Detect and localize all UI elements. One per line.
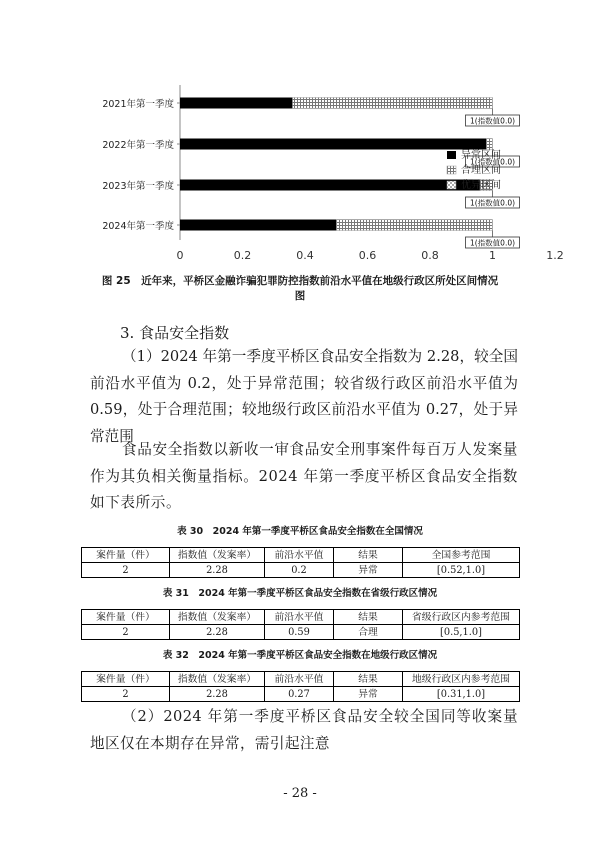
table-header-row [82, 672, 520, 687]
cell-result: 合理 [334, 625, 403, 640]
header-range: 省级行政区内参考范围 [403, 610, 520, 625]
y-category-label: 2023年第一季度 [102, 181, 174, 192]
header-cases: 案件量（件） [82, 672, 170, 687]
paragraph-2: 食品安全指数以新收一审食品安全刑事案件每百万人发案量作为其负相关衡量指标。2024 年第一季度平桥区食品安全指数如下表所示。 [90, 441, 518, 511]
cell-result: 异常 [334, 563, 403, 578]
y-category-label: 2021年第一季度 [102, 99, 174, 110]
cell-cases: 2 [82, 625, 170, 640]
legend-label: 合理区间 [461, 165, 501, 176]
table-31-caption: 表 31 2024 年第一季度平桥区食品安全指数在省级行政区情况 [162, 588, 438, 599]
table-header-row [82, 610, 520, 625]
x-tick-label: 1 [489, 249, 496, 262]
table-header-row [82, 548, 520, 563]
bar-segment [486, 139, 492, 150]
header-result: 结果 [334, 672, 403, 687]
table-row [82, 563, 520, 578]
paragraph-1: （1）2024 年第一季度平桥区食品安全指数为 2.28，较全国前沿水平值为 0.2，处于异常范围；较省级行政区前沿水平值为 0.59，处于合理范围；较地级行政区前沿水平值为 0.27，处于异常范围 [90, 348, 518, 445]
table-row [82, 625, 520, 640]
table-31 [81, 609, 520, 640]
x-tick-label: 0.4 [296, 249, 314, 262]
data-label: 1(指数值0.0) [469, 198, 516, 208]
cell-index: 2.28 [170, 563, 265, 578]
cell-cases: 2 [82, 563, 170, 578]
cell-frontier: 0.59 [265, 625, 334, 640]
x-tick-label: 1.2 [546, 249, 564, 262]
cell-range: [0.52,1.0] [403, 563, 520, 578]
cell-frontier: 0.27 [265, 687, 334, 702]
cell-cases: 2 [82, 687, 170, 702]
table-30-caption: 表 30 2024 年第一季度平桥区食品安全指数在全国情况 [177, 526, 423, 537]
table-32 [81, 671, 520, 702]
header-index: 指数值（发案率） [170, 548, 265, 563]
interval-bar-chart [0, 0, 600, 270]
x-tick-label: 0.2 [233, 249, 252, 262]
page-number: - 28 - [283, 786, 317, 801]
bar-segment [180, 98, 293, 109]
cell-index: 2.28 [170, 625, 265, 640]
figure-caption: 图 25 近年来，平桥区金融诈骗犯罪防控指数前沿水平值在地级行政区所处区间情况 [101, 275, 499, 287]
header-range: 全国参考范围 [403, 548, 520, 563]
header-frontier: 前沿水平值 [265, 610, 334, 625]
table-32-caption: 表 32 2024 年第一季度平桥区食品安全指数在地级行政区情况 [162, 650, 438, 661]
data-label: 1(指数值0.0) [469, 238, 516, 248]
header-range: 地级行政区内参考范围 [403, 672, 520, 687]
figure-caption-tail: 图 [294, 290, 306, 302]
cell-range: [0.5,1.0] [403, 625, 520, 640]
header-cases: 案件量（件） [82, 610, 170, 625]
legend-label: 异常区间 [461, 150, 501, 161]
x-tick-label: 0.8 [421, 249, 439, 262]
bar-segment [336, 220, 492, 231]
data-label: 1(指数值0.0) [469, 116, 516, 126]
paragraph-3: （2）2024 年第一季度平桥区食品安全较全国同等收案量地区仅在本期存在异常，需引起注意 [90, 708, 518, 752]
y-category-label: 2024年第一季度 [102, 221, 174, 232]
data-label: 1(指数值0.0) [469, 157, 516, 167]
legend-swatch [447, 151, 456, 159]
cell-result: 异常 [334, 687, 403, 702]
header-index: 指数值（发案率） [170, 610, 265, 625]
header-frontier: 前沿水平值 [265, 548, 334, 563]
y-category-label: 2022年第一季度 [102, 140, 174, 151]
cell-frontier: 0.2 [265, 563, 334, 578]
header-frontier: 前沿水平值 [265, 672, 334, 687]
legend-label: 优异区间 [461, 180, 501, 191]
header-result: 结果 [334, 548, 403, 563]
section-heading: 3. 食品安全指数 [120, 324, 230, 342]
header-result: 结果 [334, 610, 403, 625]
header-cases: 案件量（件） [82, 548, 170, 563]
legend-swatch [447, 181, 456, 189]
legend-swatch [447, 166, 456, 174]
x-tick-label: 0.6 [358, 249, 377, 262]
table-row [82, 687, 520, 702]
table-30 [81, 547, 520, 578]
cell-index: 2.28 [170, 687, 265, 702]
bar-segment [180, 220, 336, 231]
header-index: 指数值（发案率） [170, 672, 265, 687]
cell-range: [0.31,1.0] [403, 687, 520, 702]
bar-segment [180, 180, 480, 191]
bar-segment [180, 139, 486, 150]
bar-segment [293, 98, 493, 109]
x-tick-label: 0 [176, 249, 184, 262]
